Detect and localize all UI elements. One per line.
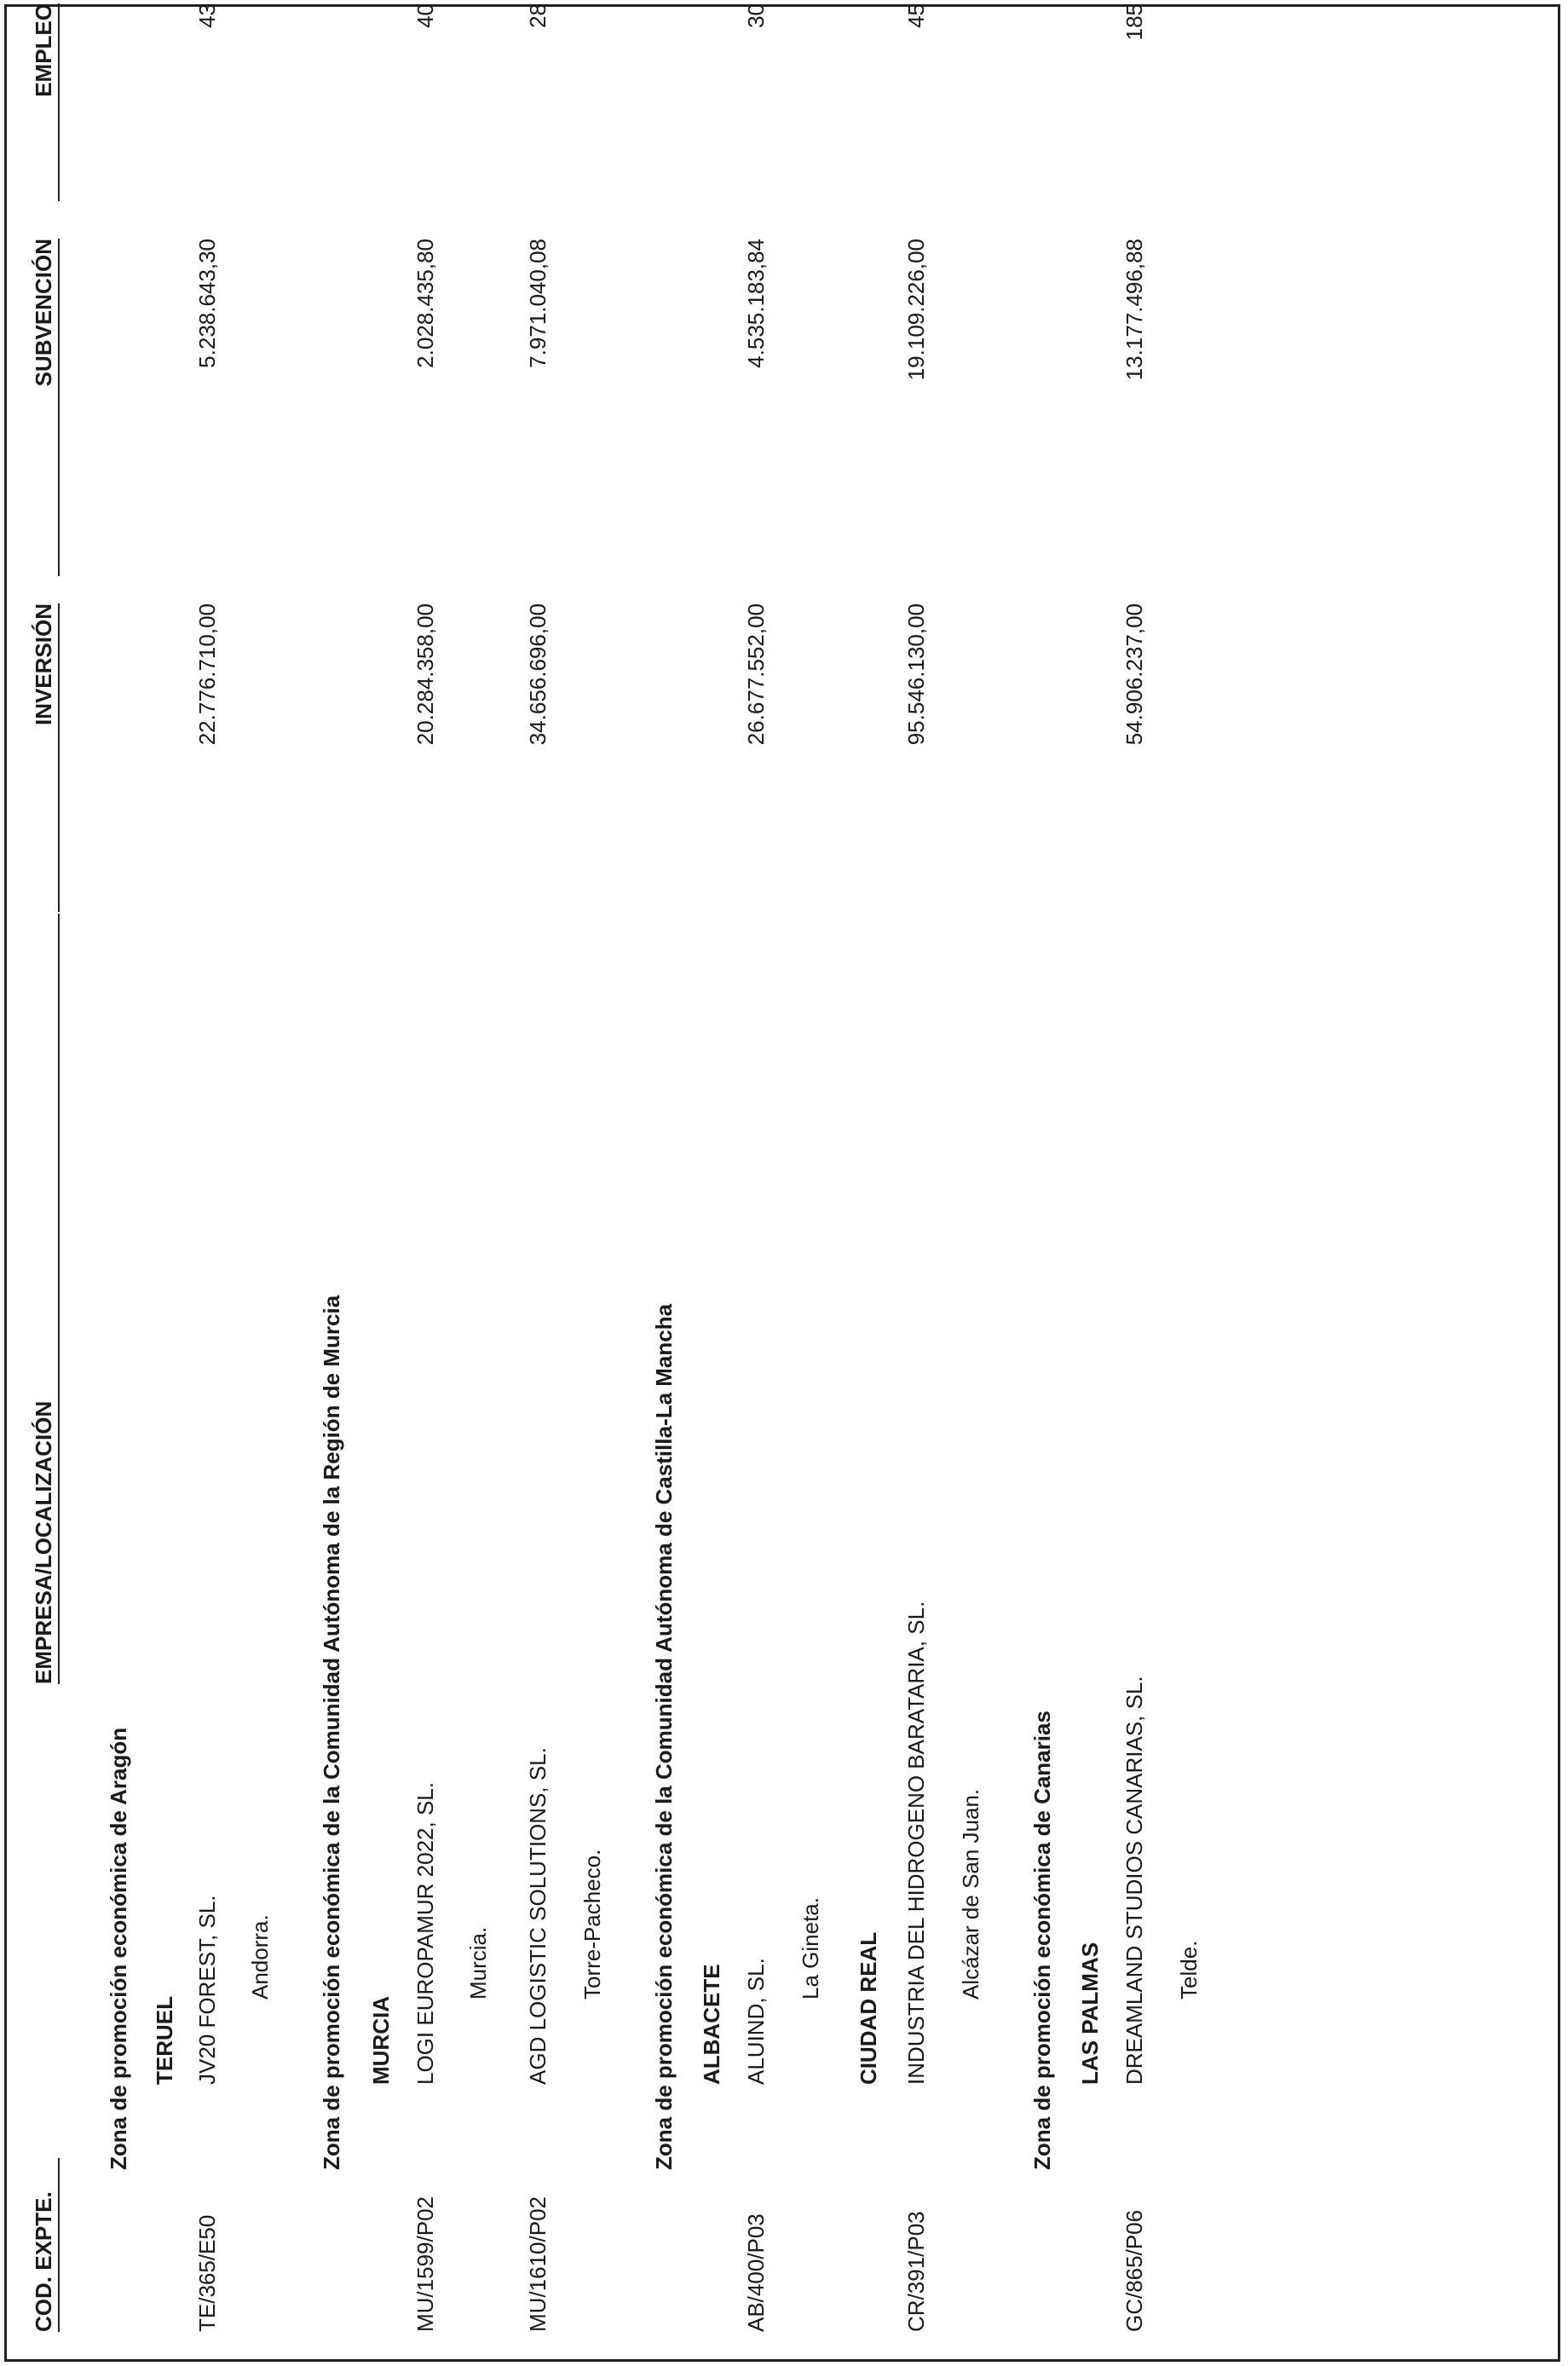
- record-empleo: 185: [1121, 3, 1147, 41]
- zone-title: Zona de promoción económica de la Comunidad Autónoma de Castilla-La Mancha: [651, 1303, 677, 2170]
- record-inversion: 20.284.358,00: [412, 603, 438, 746]
- record-subvencion: 5.238.643,30: [194, 239, 220, 368]
- header-empresa-localizacion: EMPRESA/LOCALIZACIÓN: [31, 1400, 56, 1684]
- record-inversion: 26.677.552,00: [743, 603, 769, 746]
- province-heading: CIUDAD REAL: [856, 1931, 881, 2085]
- header-empresa-underline: [58, 914, 60, 1684]
- record-inversion: 34.656.696,00: [525, 603, 551, 746]
- record-empresa: INDUSTRIA DEL HIDROGENO BARATARIA, SL.: [903, 1601, 929, 2085]
- record-cod: TE/365/E50: [194, 2214, 220, 2332]
- zone-title: Zona de promoción económica de Canarias: [1029, 1711, 1055, 2170]
- record-subvencion: 2.028.435,80: [412, 239, 438, 368]
- record-localizacion: Andorra.: [247, 1914, 273, 2000]
- record-inversion: 22.776.710,00: [194, 603, 220, 746]
- record-localizacion: Telde.: [1176, 1940, 1202, 2000]
- header-subvencion: SUBVENCIÓN: [31, 239, 56, 387]
- record-empresa: ALUIND, SL.: [743, 1958, 769, 2085]
- record-localizacion: La Gineta.: [798, 1897, 823, 2000]
- zone-title: Zona de promoción económica de la Comunidad Autónoma de la Región de Murcia: [319, 1295, 344, 2170]
- record-subvencion: 13.177.496,88: [1121, 239, 1147, 381]
- province-heading: TERUEL: [152, 1996, 177, 2085]
- record-cod: MU/1599/P02: [412, 2196, 438, 2332]
- zone-title: Zona de promoción económica de Aragón: [106, 1727, 131, 2170]
- record-cod: CR/391/P03: [903, 2211, 929, 2332]
- record-subvencion: 19.109.226,00: [903, 239, 929, 381]
- record-empleo: 30: [743, 3, 769, 28]
- record-inversion: 95.546.130,00: [903, 603, 929, 746]
- header-cod-underline: [58, 2158, 60, 2332]
- header-inversion: INVERSIÓN: [31, 603, 56, 726]
- record-inversion: 54.906.237,00: [1121, 603, 1147, 746]
- record-empresa: JV20 FOREST, SL.: [194, 1895, 220, 2085]
- record-cod: GC/865/P06: [1121, 2209, 1147, 2332]
- record-cod: AB/400/P03: [743, 2213, 769, 2332]
- record-localizacion: Torre-Pacheco.: [579, 1849, 605, 2000]
- header-empleo: EMPLEO: [31, 3, 56, 97]
- province-heading: MURCIA: [368, 1996, 394, 2085]
- record-empresa: LOGI EUROPAMUR 2022, SL.: [412, 1782, 438, 2085]
- record-empleo: 40: [412, 3, 438, 28]
- header-inversion-underline: [58, 603, 60, 912]
- record-localizacion: Alcázar de San Juan.: [958, 1788, 983, 2000]
- header-empleo-underline: [58, 3, 60, 201]
- record-empresa: DREAMLAND STUDIOS CANARIAS, SL.: [1121, 1676, 1147, 2085]
- header-cod-expte: COD. EXPTE.: [31, 2191, 56, 2332]
- province-heading: LAS PALMAS: [1077, 1942, 1103, 2085]
- header-subvencion-underline: [58, 239, 60, 576]
- record-subvencion: 4.535.183,84: [743, 239, 769, 368]
- record-empleo: 43: [194, 3, 220, 28]
- record-subvencion: 7.971.040,08: [525, 239, 551, 368]
- record-cod: MU/1610/P02: [525, 2196, 551, 2332]
- province-heading: ALBACETE: [699, 1964, 724, 2085]
- record-empleo: 28: [525, 3, 551, 28]
- record-empleo: 45: [903, 3, 929, 28]
- record-empresa: AGD LOGISTIC SOLUTIONS, SL.: [525, 1747, 551, 2085]
- record-localizacion: Murcia.: [465, 1926, 491, 2000]
